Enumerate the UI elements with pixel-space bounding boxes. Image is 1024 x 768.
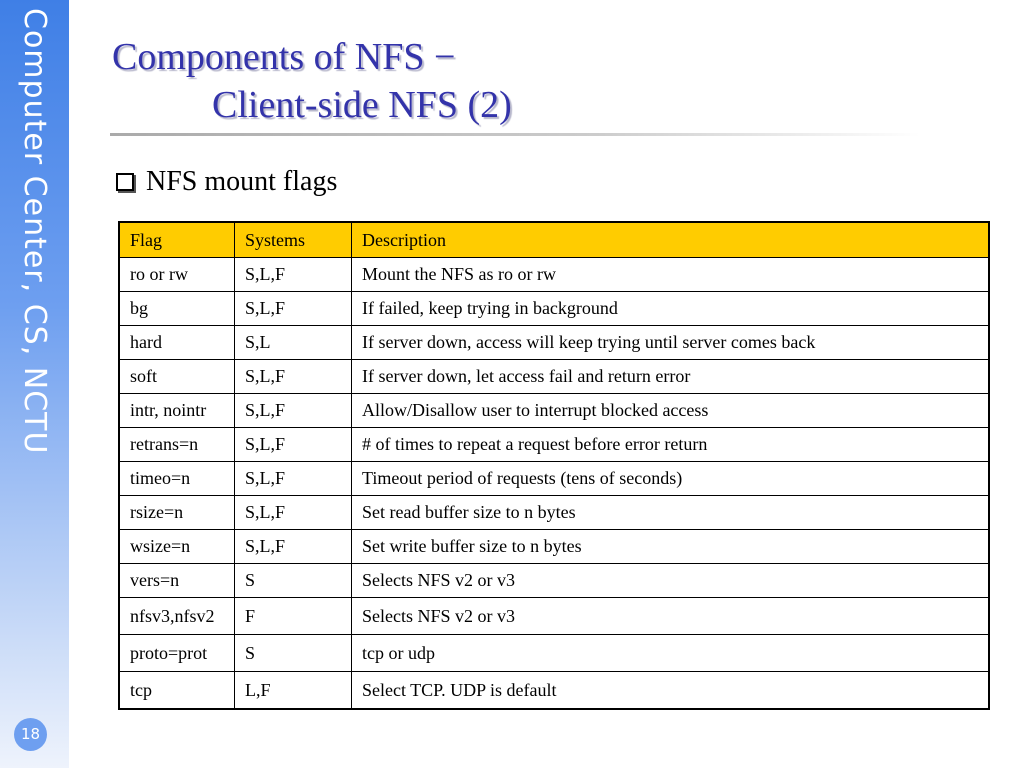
- cell-flag: timeo=n: [119, 462, 235, 496]
- table-row: [119, 258, 989, 292]
- cell-description: Set read buffer size to n bytes: [352, 496, 990, 530]
- sidebar-org-label: Computer Center, CS, NCTU: [17, 8, 52, 455]
- cell-flag: ro or rw: [119, 258, 235, 292]
- table-row: [119, 530, 989, 564]
- cell-description: tcp or udp: [352, 635, 990, 672]
- slide-title-line1: Components of NFS −: [112, 36, 456, 78]
- cell-flag: bg: [119, 292, 235, 326]
- table-row: [119, 564, 989, 598]
- cell-description: Timeout period of requests (tens of seconds): [352, 462, 990, 496]
- slide-title-line2: Client-side NFS (2): [212, 84, 512, 126]
- cell-systems: S: [235, 635, 352, 672]
- cell-description: If server down, let access fail and return error: [352, 360, 990, 394]
- table-row: [119, 672, 989, 710]
- header-description: Description: [352, 222, 990, 258]
- table-row: [119, 598, 989, 635]
- cell-systems: S,L: [235, 326, 352, 360]
- cell-systems: S,L,F: [235, 530, 352, 564]
- cell-systems: S,L,F: [235, 360, 352, 394]
- cell-description: If server down, access will keep trying until server comes back: [352, 326, 990, 360]
- cell-description: Select TCP. UDP is default: [352, 672, 990, 710]
- cell-description: Selects NFS v2 or v3: [352, 564, 990, 598]
- cell-description: Mount the NFS as ro or rw: [352, 258, 990, 292]
- cell-systems: F: [235, 598, 352, 635]
- cell-flag: vers=n: [119, 564, 235, 598]
- cell-systems: S,L,F: [235, 496, 352, 530]
- cell-description: # of times to repeat a request before error return: [352, 428, 990, 462]
- cell-flag: hard: [119, 326, 235, 360]
- cell-systems: S: [235, 564, 352, 598]
- cell-description: Set write buffer size to n bytes: [352, 530, 990, 564]
- cell-flag: nfsv3,nfsv2: [119, 598, 235, 635]
- table-row: [119, 428, 989, 462]
- cell-flag: tcp: [119, 672, 235, 710]
- cell-flag: wsize=n: [119, 530, 235, 564]
- bullet-text: NFS mount flags: [146, 166, 338, 197]
- table-header-row: [119, 222, 989, 258]
- table-row: [119, 635, 989, 672]
- table-row: [119, 360, 989, 394]
- table-row: [119, 496, 989, 530]
- nfs-flags-table: [118, 221, 990, 710]
- cell-description: Selects NFS v2 or v3: [352, 598, 990, 635]
- page-number-badge: 18: [14, 718, 47, 751]
- table-row: [119, 292, 989, 326]
- cell-systems: S,L,F: [235, 462, 352, 496]
- header-systems: Systems: [235, 222, 352, 258]
- cell-flag: proto=prot: [119, 635, 235, 672]
- table-row: [119, 326, 989, 360]
- cell-description: Allow/Disallow user to interrupt blocked access: [352, 394, 990, 428]
- bullet-item: [116, 166, 337, 198]
- cell-flag: soft: [119, 360, 235, 394]
- checkbox-bullet-icon: [116, 173, 134, 191]
- title-divider: [110, 133, 920, 136]
- cell-flag: intr, nointr: [119, 394, 235, 428]
- cell-systems: L,F: [235, 672, 352, 710]
- cell-flag: retrans=n: [119, 428, 235, 462]
- sidebar-banner: [0, 0, 69, 768]
- cell-systems: S,L,F: [235, 258, 352, 292]
- header-flag: Flag: [119, 222, 235, 258]
- cell-systems: S,L,F: [235, 428, 352, 462]
- table-row: [119, 394, 989, 428]
- slide-title: [112, 33, 912, 129]
- cell-flag: rsize=n: [119, 496, 235, 530]
- cell-systems: S,L,F: [235, 394, 352, 428]
- table-row: [119, 462, 989, 496]
- cell-description: If failed, keep trying in background: [352, 292, 990, 326]
- cell-systems: S,L,F: [235, 292, 352, 326]
